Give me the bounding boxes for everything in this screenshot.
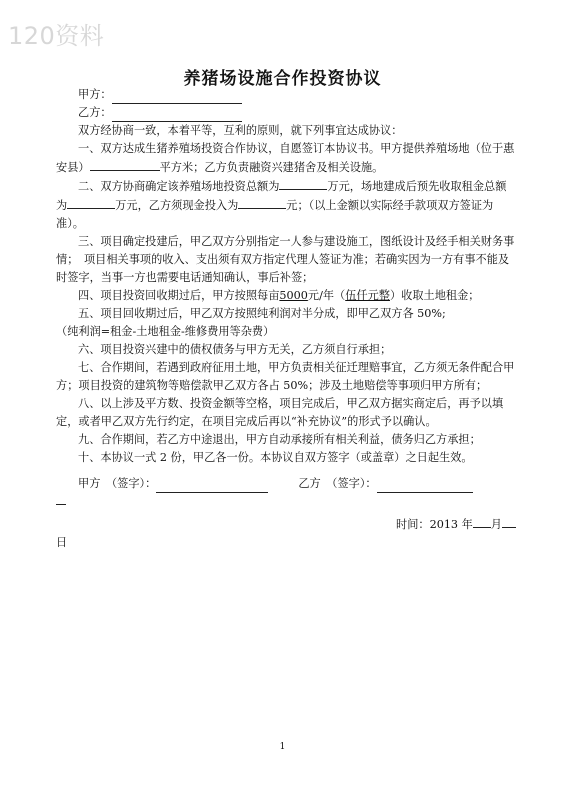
party-a-line xyxy=(78,86,516,104)
clause-4-text-c: ）收取土地租金； xyxy=(389,289,480,302)
clause-2-text-b: 万元，场地建成后预先收取租金总额为 xyxy=(56,180,507,212)
clause-5 xyxy=(56,305,516,341)
clause-5-text-a: 五、项目回收期过后，甲乙双方按照纯利润对半分成，即甲乙双方各 50%; xyxy=(78,307,446,320)
signature-wrap-dash xyxy=(56,494,66,505)
party-b-line xyxy=(78,104,516,122)
date-day: 日 xyxy=(56,536,68,549)
signature-continuation xyxy=(56,493,516,507)
party-a-signature-blank xyxy=(156,480,268,493)
clause-10: 十、本协议一式 2 份，甲乙各一份。本协议自双方签字（或盖章）之日起生效。 xyxy=(78,451,473,464)
party-b-signature-blank xyxy=(377,480,473,493)
party-b-signature-label: 乙方 （签字）： xyxy=(298,477,377,490)
clause-2-text-c: 万元，乙方须现金投入为 xyxy=(115,199,239,212)
party-b-label: 乙方： xyxy=(78,106,112,119)
party-a-signature xyxy=(78,475,268,493)
date-month: 月 xyxy=(490,518,502,531)
clause-1-text-a: 一、双方达成生猪养殖场投资合作协议，自愿签订本协议书。甲方提供养殖场地（位于惠安县） xyxy=(56,142,515,174)
signature-row xyxy=(78,475,516,493)
watermark: 120资料 xyxy=(8,22,105,50)
agreement-body xyxy=(56,86,516,552)
clause-7: 七、合作期间，若遇到政府征用土地，甲方负责相关征迁理赔事宜，乙方须无条件配合甲方；项目投资的建筑物等赔偿款甲乙双方各占 50%；涉及土地赔偿等事项归甲方所有； xyxy=(56,361,515,392)
intro-paragraph: 双方经协商一致，本着平等，互利的原则，就下列事宜达成协议： xyxy=(78,124,403,137)
clause-4 xyxy=(56,287,516,305)
clause-1-text-b: 平方米；乙方负责融资兴建猪舍及相关设施。 xyxy=(159,161,384,174)
clause-2-text-d: 元；（以上金额以实际经手款项双方签证为准）。 xyxy=(56,199,494,230)
clause-4-text-a: 四、项目投资回收期过后，甲方按照每亩 xyxy=(78,289,280,302)
date-line xyxy=(56,515,516,534)
page-number: 1 xyxy=(279,742,286,752)
day-blank xyxy=(502,515,516,528)
area-blank xyxy=(90,158,160,171)
investment-total-blank xyxy=(279,177,327,190)
rent-amount-words: 伍仟元整 xyxy=(345,289,390,302)
clause-6: 六、项目投资兴建中的债权债务与甲方无关，乙方须自行承担； xyxy=(78,343,392,356)
clause-1 xyxy=(56,140,516,177)
clause-4-text-b: 元/年（ xyxy=(307,289,346,302)
date-prefix: 时间：2013 年 xyxy=(396,518,473,531)
clause-2-text-a: 二、双方协商确定该养殖场地投资总额为 xyxy=(78,180,280,193)
party-a-signature-label: 甲方 （签字）： xyxy=(78,477,157,490)
clause-3: 三、项目确定投建后，甲乙双方分别指定一人参与建设施工，图纸设计及经手相关财务事情； 项目相关事项的收入、支出须有双方指定代理人签证为准；若确实因为一方有事不能及时签字，当事一方也需要电话通知确认，事后补签； xyxy=(56,235,515,284)
cash-input-blank xyxy=(238,196,286,209)
party-b-signature xyxy=(298,475,472,493)
date-day-line xyxy=(56,534,516,552)
month-blank xyxy=(473,515,491,528)
rent-total-blank xyxy=(67,196,115,209)
party-a-blank xyxy=(112,91,242,104)
document-title: 养猪场设施合作投资协议 xyxy=(183,69,382,89)
clause-2 xyxy=(56,177,516,233)
party-a-label: 甲方： xyxy=(78,88,112,101)
clause-9: 九、合作期间，若乙方中途退出，甲方自动承接所有相关利益，债务归乙方承担； xyxy=(78,433,481,446)
clause-8: 八、以上涉及平方数、投资金额等空格，项目完成后，甲乙双方据实商定后，再予以填定，或者甲乙双方先行约定，在项目完成后再以“补充协议”的形式予以确认。 xyxy=(56,397,504,428)
party-b-blank xyxy=(112,109,242,122)
clause-5-text-b: （纯利润=租金-土地租金-维修费用等杂费） xyxy=(56,325,275,338)
rent-per-mu: 5000 xyxy=(279,289,308,302)
